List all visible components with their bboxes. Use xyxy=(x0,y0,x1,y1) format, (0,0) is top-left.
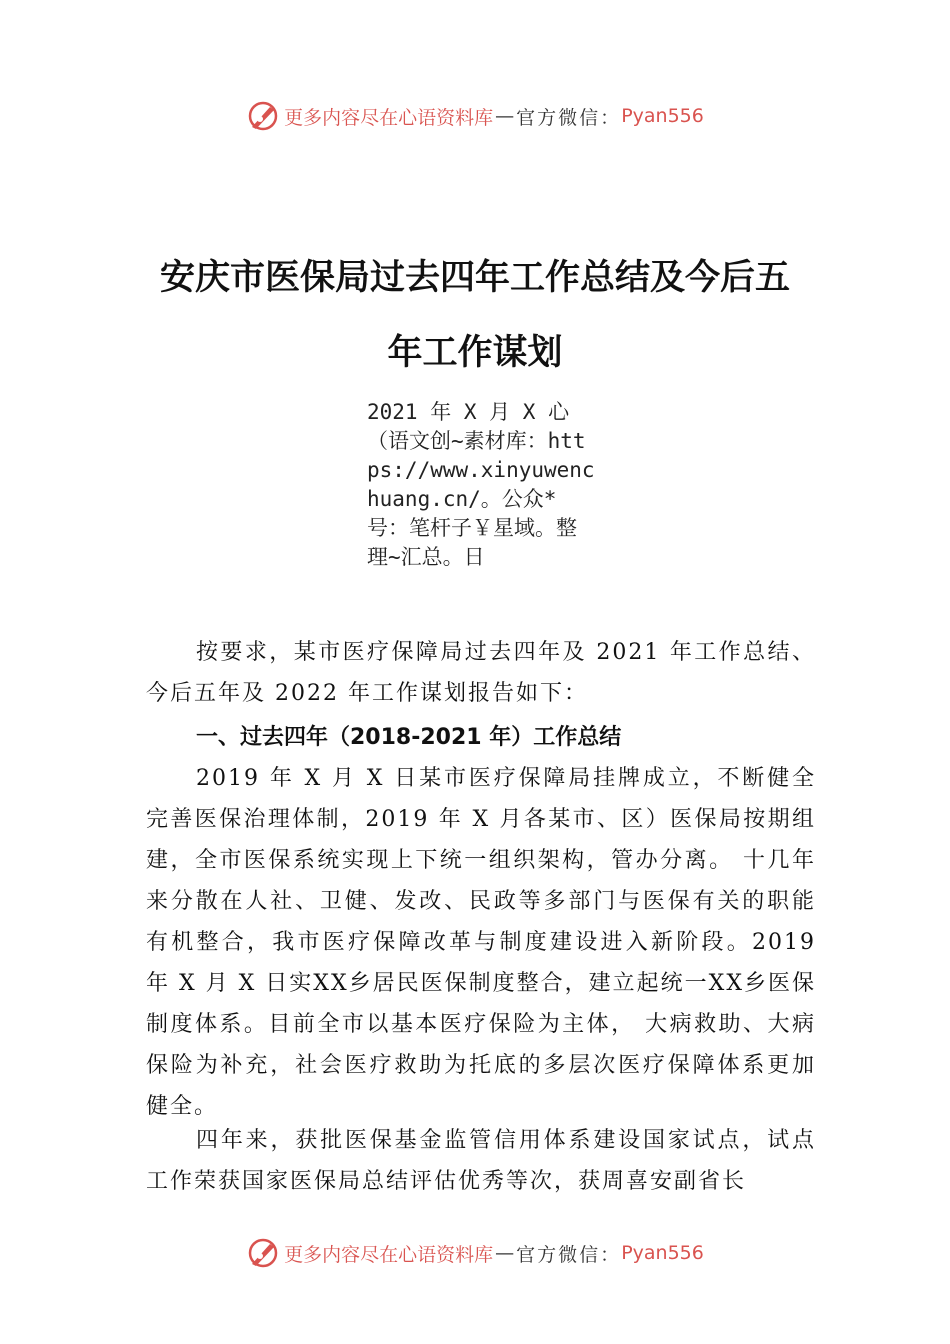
banner-account: Pyan556 xyxy=(621,1242,704,1264)
banner-account: Pyan556 xyxy=(621,105,704,127)
banner-wechat-label: 官方微信： xyxy=(516,106,622,129)
section-heading-1: 一、过去四年（2018-2021 年）工作总结 xyxy=(196,725,622,750)
paragraph-intro: 按要求，某市医疗保障局过去四年及 2021 年工作总结、今后五年及 2022 年工作谋划报告如下： xyxy=(146,640,816,706)
banner-separator: — xyxy=(495,1242,515,1264)
document-meta: 2021 年 X 月 X 心（语文创~素材库：https://www.xinyuwenchuang.cn/。公众*号：笔杆子￥星域。整理~汇总。日 xyxy=(367,400,595,569)
header-banner xyxy=(0,96,950,136)
banner-text: 更多内容尽在心语资料库 xyxy=(284,106,494,129)
banner-separator: — xyxy=(495,105,515,127)
pen-logo-icon xyxy=(246,99,280,133)
paragraph-2019: 2019 年 X 月 X 日某市医疗保障局挂牌成立，不断健全完善医保治理体制，2019 年 X 月各某市、区）医保局按期组建，全市医保系统实现上下统一组织架构，管办分离。 十几年来分散在人社、卫健、发改、民政等多部门与医保有关的职能有机整合，我市医疗保障改革与制度建设进入新阶段。2019 年 X 月 X 日实XX乡居民医保制度整合，建立起统一XX乡医保制度体系。目前全市以基本医疗保险为主体， 大病救助、大病保险为补充，社会医疗救助为托底的多层次医疗保障体系更加健全。 xyxy=(146,766,816,1119)
document-title-line2: 年工作谋划 xyxy=(387,333,563,373)
document-title-line1: 安庆市医保局过去四年工作总结及今后五 xyxy=(159,258,790,298)
banner-wechat-label: 官方微信： xyxy=(516,1243,622,1266)
pen-logo-icon xyxy=(246,1236,280,1270)
paragraph-four-years: 四年来，获批医保基金监管信用体系建设国家试点，试点工作荣获国家医保局总结评估优秀等次，获周喜安副省长 xyxy=(146,1128,816,1194)
footer-banner xyxy=(0,1233,950,1273)
banner-text: 更多内容尽在心语资料库 xyxy=(284,1243,494,1266)
